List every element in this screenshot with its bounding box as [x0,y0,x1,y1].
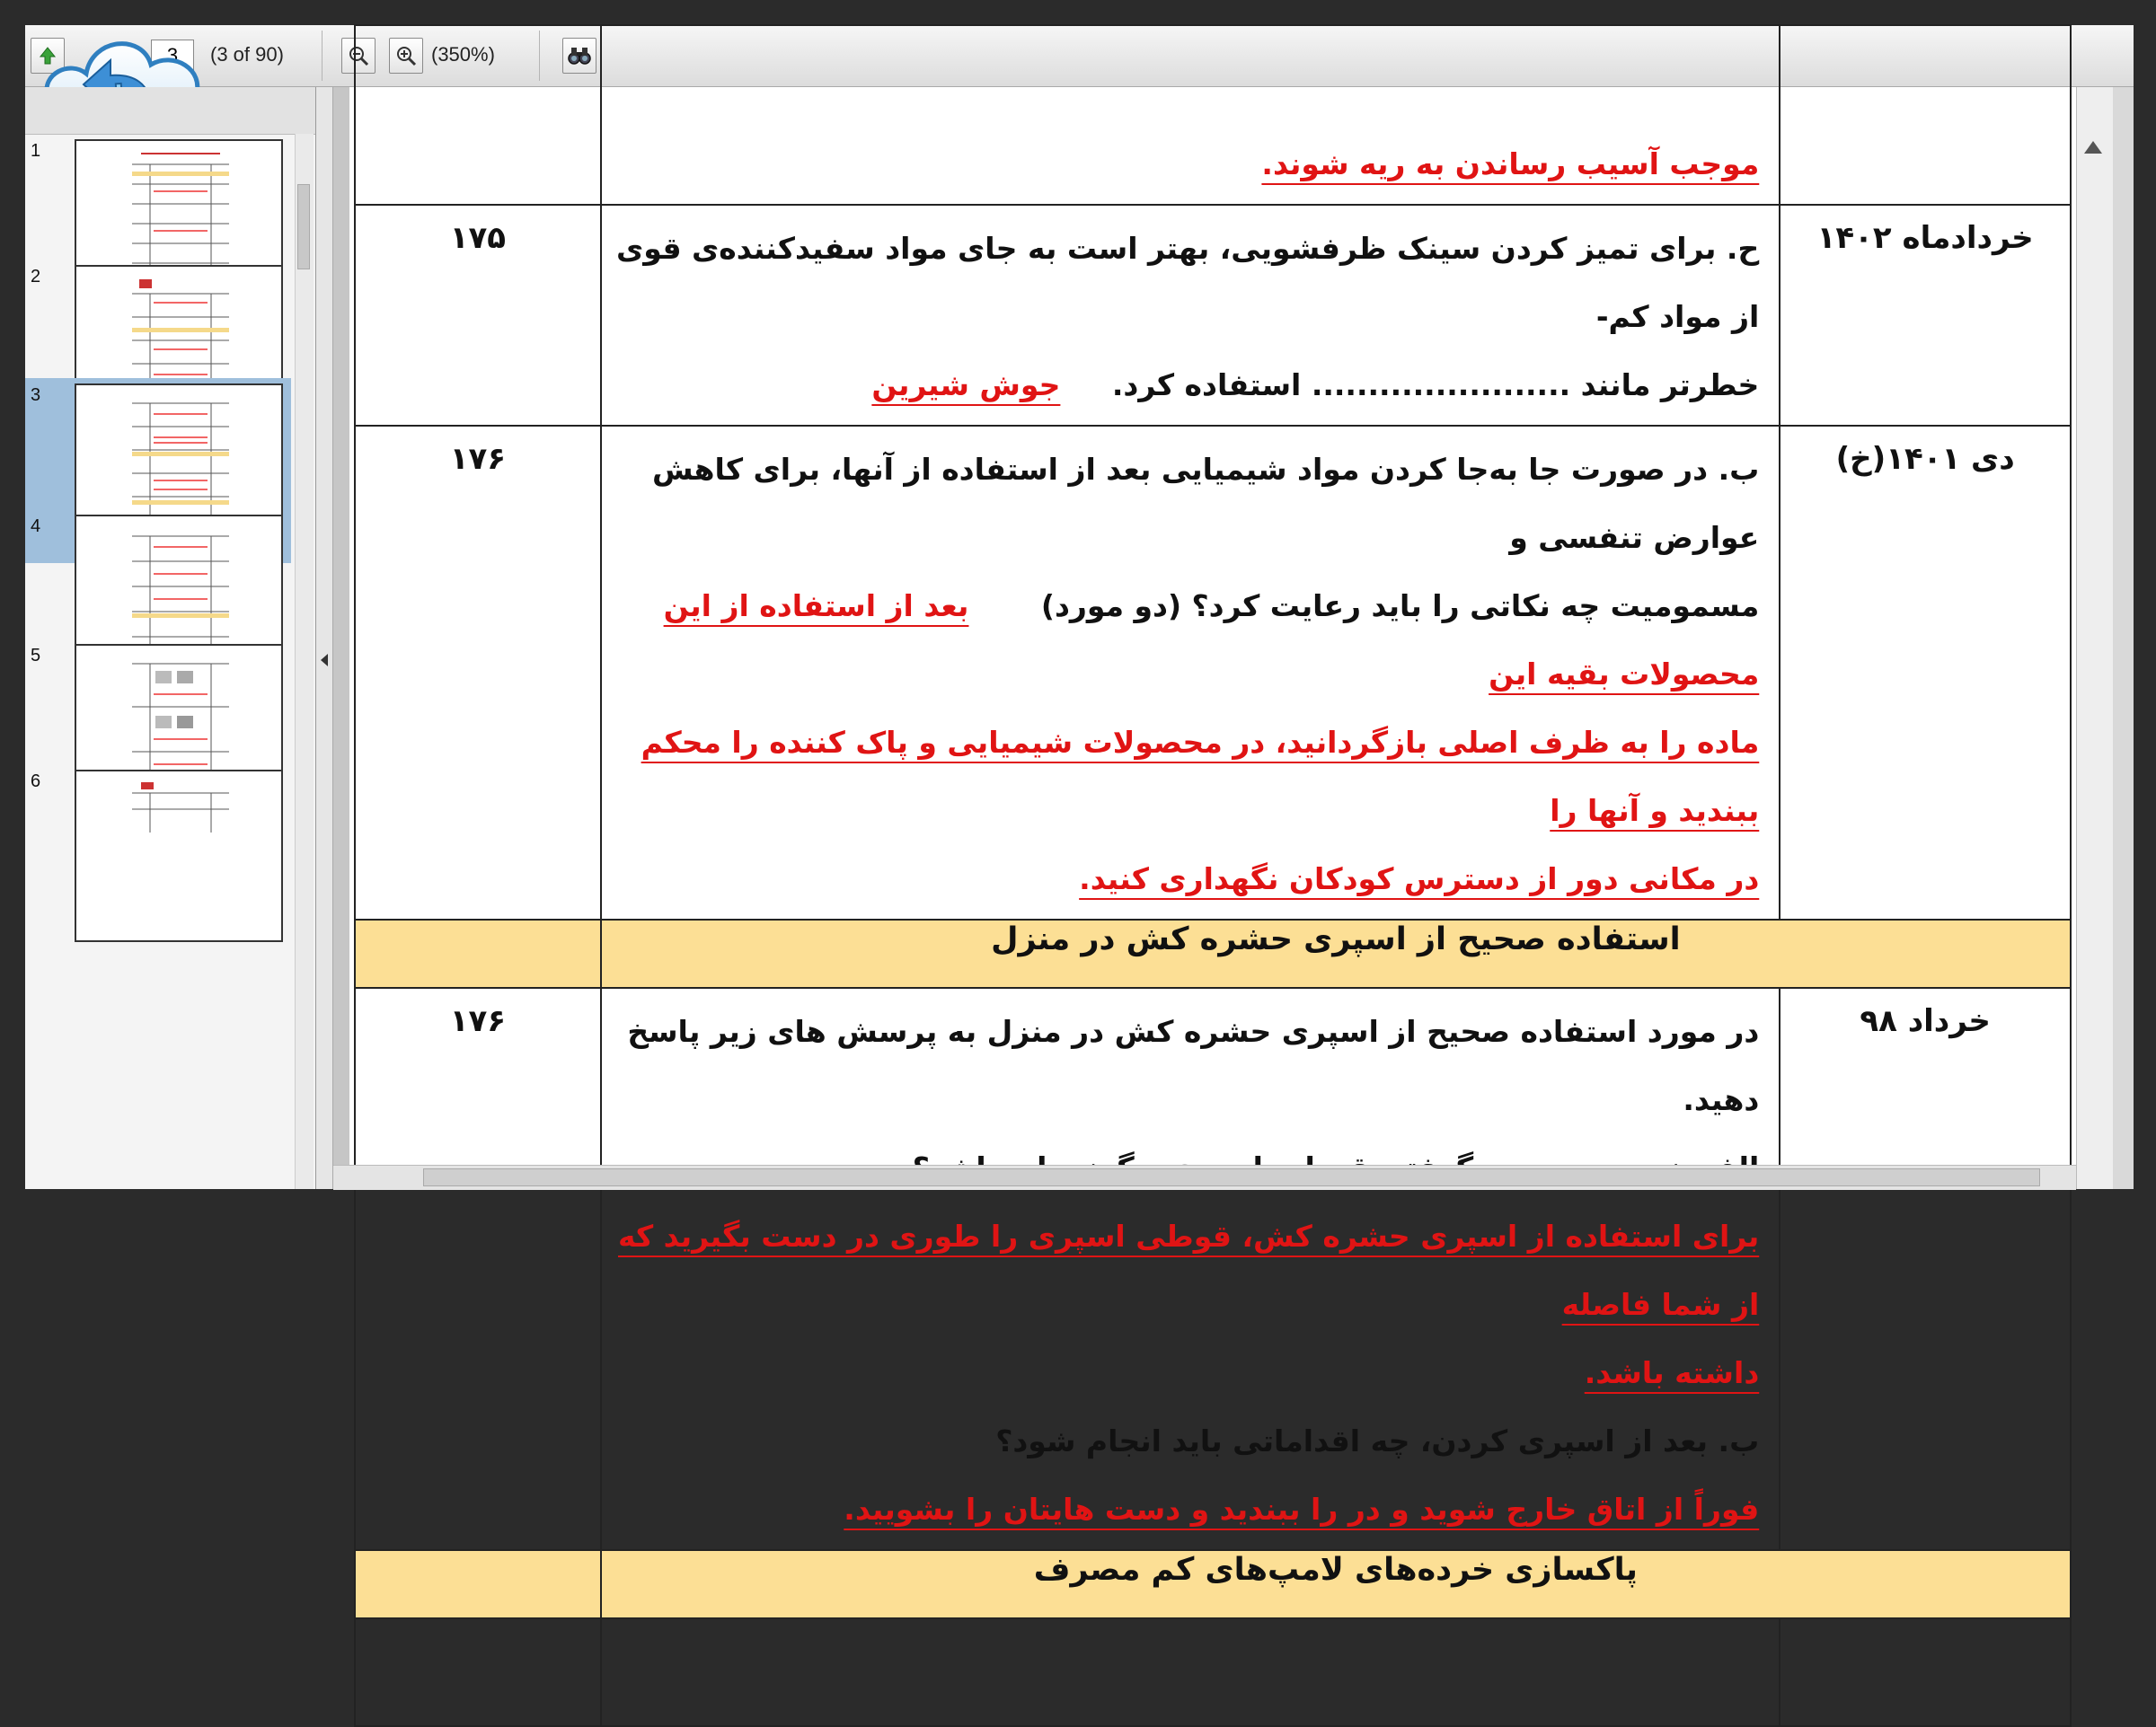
table-row [355,988,2071,1550]
thumbnail-number: 2 [31,267,41,286]
page-ref-cell [355,1618,601,1726]
thumbnail-sidebar [25,87,316,1189]
document-page [349,87,2076,1588]
thumbnail-image [75,770,283,942]
question-cell [601,1618,1780,1726]
question-text: ب. بعد از اسپری کردن، چه اقداماتی باید انجام شود؟ [995,1423,1760,1458]
section-title: پاکسازی خرده‌های لامپ‌های کم مصرف [601,1550,2071,1618]
sidebar-collapse-strip[interactable] [316,87,333,1189]
date-cell [1780,25,2071,205]
question-cell [601,25,1780,205]
answer-text: جوش شیرین [871,367,1061,402]
question-cell [601,426,1780,920]
section-header-row [355,920,2071,988]
date-cell: دی ۱۴۰۱(خ) [1780,426,2071,920]
answer-text: ماده را به ظرف اصلی بازگردانید، در محصولات شیمیایی و پاک کننده را محکم ببندید و آنها را [641,725,1760,828]
question-text: ح. برای تمیز کردن سینک ظرفشویی، بهتر است به جای مواد سفیدکننده‌ی قوی از مواد کم- [616,231,1760,334]
question-cell [601,988,1780,1550]
question-text: ب. در صورت جا به‌جا کردن مواد شیمیایی بعد از استفاده از آنها، برای کاهش عوارض تنفسی و [651,452,1760,555]
page-ref-cell [355,25,601,205]
thumbnail-number: 6 [31,771,41,791]
question-cell [601,205,1780,426]
sidebar-scrollbar[interactable] [295,134,314,1189]
thumbnail-number: 1 [31,141,41,161]
collapse-arrow-icon [320,653,329,667]
thumbnail-number: 4 [31,516,41,536]
answer-text: بعد از استفاده از این محصولات بقیه این [663,588,1760,692]
section-empty-cell [355,920,601,988]
thumbnail-number: 5 [31,646,41,665]
toolbar-divider [322,31,323,81]
table-row [355,1618,2071,1726]
date-cell: خردادماه ۱۴۰۲ [1780,205,2071,426]
section-empty-cell [355,1550,601,1618]
thumbnail-number: 3 [31,385,41,405]
horizontal-scrollbar[interactable] [333,1165,2076,1190]
table-row [355,25,2071,205]
answer-text: برای استفاده از اسپری حشره کش، قوطی اسپری را طوری در دست بگیرید که از شما فاصله [617,1219,1760,1322]
viewer-window [25,25,2134,1588]
sidebar-header [25,87,315,135]
section-header-row [355,1550,2071,1618]
section-title: استفاده صحیح از اسپری حشره کش در منزل [601,920,2071,988]
answer-text: موجب آسیب رساندن به ریه شوند. [1261,146,1760,181]
vertical-scrollbar[interactable] [2076,87,2113,1189]
date-cell: خرداد ۹۸ [1780,988,2071,1550]
document-view[interactable] [333,87,2112,1588]
page-ref-cell: ۱۷۶ [355,988,601,1550]
question-text: در مورد استفاده صحیح از اسپری حشره کش در منزل به پرسش های زیر پاسخ دهید. [627,1014,1760,1117]
date-cell [1780,1618,2071,1726]
question-text: مسمومیت چه نکاتی را باید رعایت کرد؟ (دو مورد) [1040,588,1760,623]
sidebar-scroll-thumb[interactable] [297,184,310,269]
questions-table [354,24,2072,1727]
page-count-text: (3 of 90) [210,43,284,66]
table-row [355,205,2071,426]
zoom-level-text: (350%) [431,43,495,66]
page-ref-cell: ۱۷۶ [355,426,601,920]
scroll-up-icon[interactable] [2084,141,2102,154]
page-ref-cell: ۱۷۵ [355,205,601,426]
question-text: خطر‌تر مانند ....................... استفاده کرد. [1111,367,1760,402]
answer-text: فوراً از اتاق خارج شوید و در را ببندید و دست هایتان را بشویید. [844,1492,1760,1527]
answer-text: داشته باشد. [1584,1355,1760,1390]
answer-text: در مکانی دور از دسترس کودکان نگهداری کنید. [1079,861,1760,896]
thumbnail-page-6[interactable] [25,764,291,949]
table-row [355,426,2071,920]
horizontal-scroll-thumb[interactable] [423,1168,2040,1186]
